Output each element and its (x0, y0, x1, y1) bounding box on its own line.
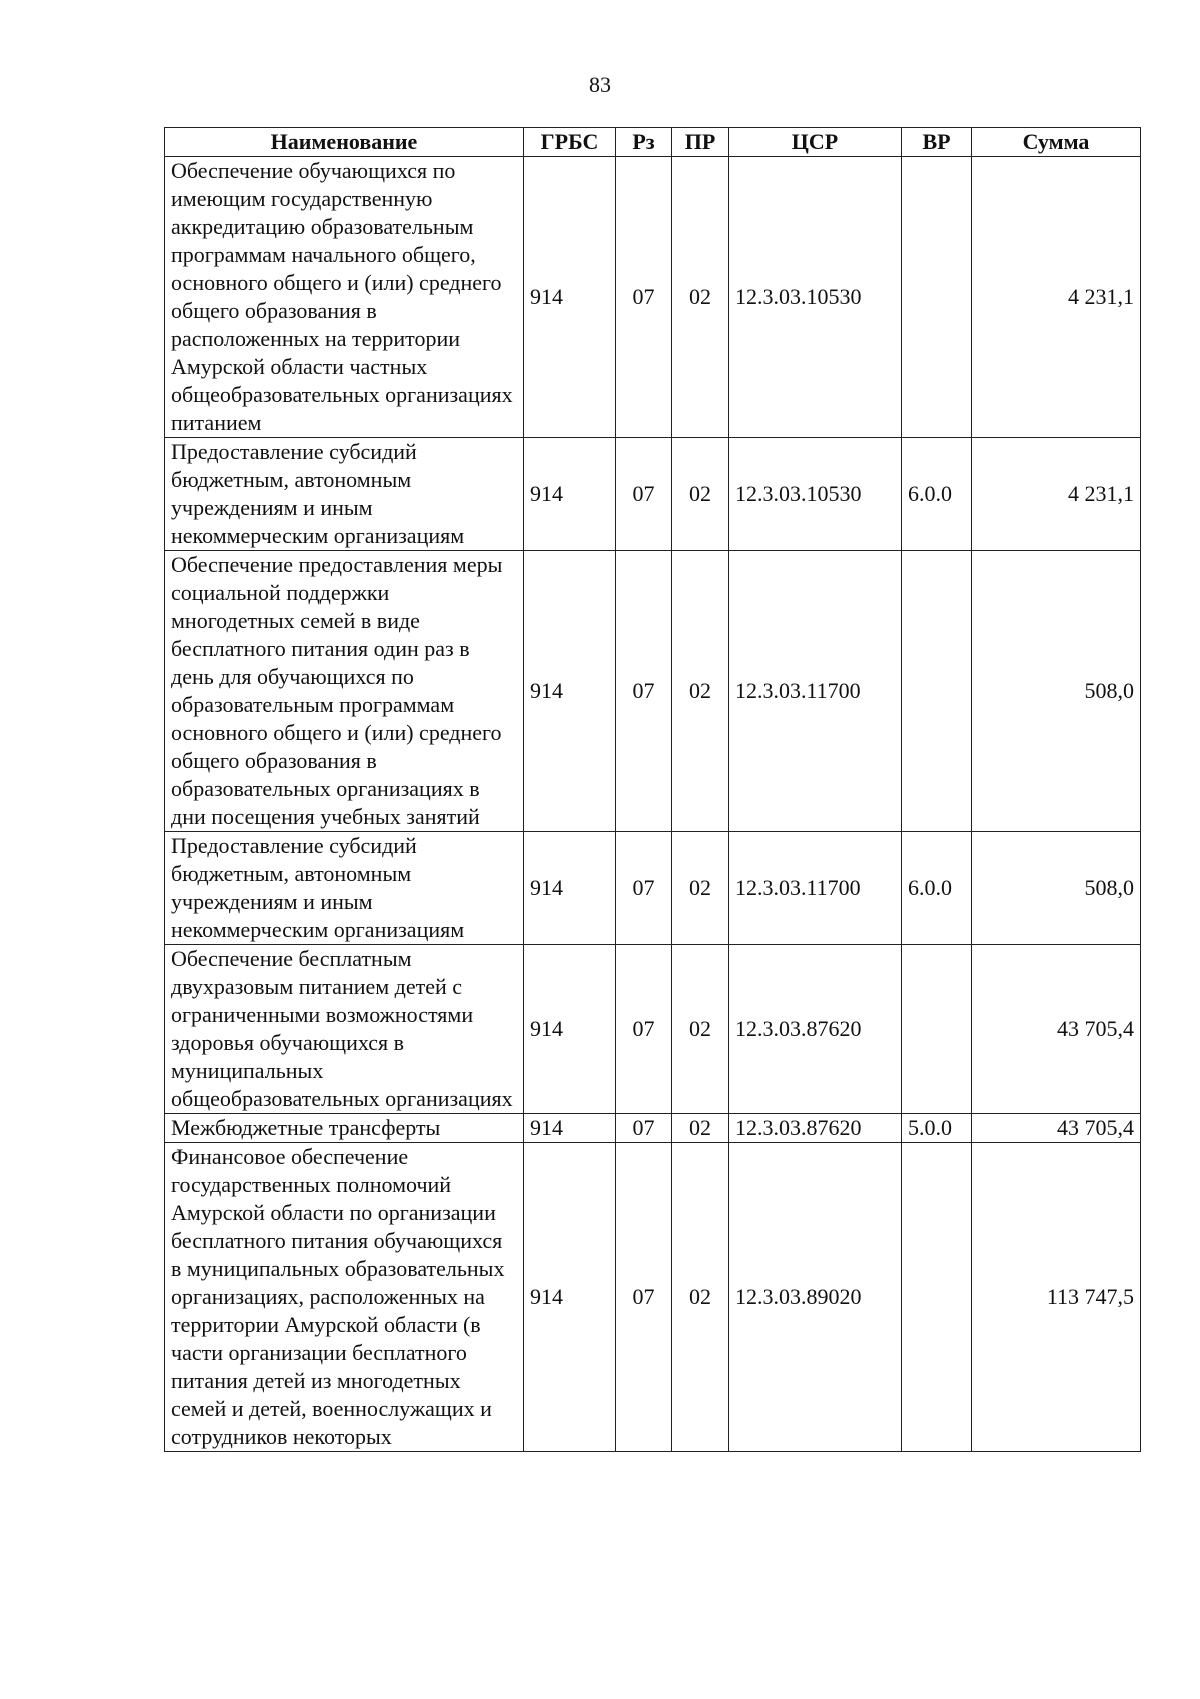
row-pr: 02 (672, 1114, 729, 1143)
row-csr: 12.3.03.10530 (729, 157, 902, 438)
table-row (165, 438, 1141, 551)
row-pr: 02 (672, 157, 729, 438)
row-vr: 5.0.0 (902, 1114, 972, 1143)
row-csr: 12.3.03.87620 (729, 1114, 902, 1143)
column-header-pr: ПР (672, 128, 729, 157)
row-rz: 07 (616, 1114, 672, 1143)
row-sum: 43 705,4 (972, 1114, 1141, 1143)
row-rz: 07 (616, 438, 672, 551)
row-pr: 02 (672, 551, 729, 832)
row-grbs: 914 (524, 438, 616, 551)
row-sum: 4 231,1 (972, 157, 1141, 438)
row-vr (902, 1143, 972, 1452)
table-row (165, 1143, 1141, 1452)
row-grbs: 914 (524, 157, 616, 438)
column-header-sum: Сумма (972, 128, 1141, 157)
table-row (165, 832, 1141, 945)
row-vr: 6.0.0 (902, 438, 972, 551)
row-vr (902, 945, 972, 1114)
column-header-csr: ЦСР (729, 128, 902, 157)
row-vr (902, 157, 972, 438)
table-row (165, 1114, 1141, 1143)
row-pr: 02 (672, 832, 729, 945)
row-grbs: 914 (524, 945, 616, 1114)
table-row (165, 945, 1141, 1114)
row-name: Обеспечение предоставления меры социальной поддержки многодетных семей в виде бесплатного питания один раз в день для обучающихся по образовательным программам основного общего и (или) среднего общего образования в образовательных организациях в дни посещения учебных занятий (165, 551, 524, 832)
row-rz: 07 (616, 1143, 672, 1452)
table-row (165, 551, 1141, 832)
row-csr: 12.3.03.87620 (729, 945, 902, 1114)
row-rz: 07 (616, 157, 672, 438)
row-name: Финансовое обеспечение государственных полномочий Амурской области по организации бесплатного питания обучающихся в муниципальных образовательных организациях, расположенных на территории Амурской области (в части организации бесплатного питания детей из многодетных семей и детей, военнослужащих и сотрудников некоторых (165, 1143, 524, 1452)
row-csr: 12.3.03.89020 (729, 1143, 902, 1452)
row-name: Межбюджетные трансферты (165, 1114, 524, 1143)
budget-table (164, 127, 1141, 1452)
page-number: 83 (589, 72, 611, 97)
row-sum: 508,0 (972, 551, 1141, 832)
row-name: Обеспечение бесплатным двухразовым питанием детей с ограниченными возможностями здоровья обучающихся в муниципальных общеобразовательных организациях (165, 945, 524, 1114)
row-csr: 12.3.03.11700 (729, 551, 902, 832)
row-sum: 113 747,5 (972, 1143, 1141, 1452)
row-pr: 02 (672, 438, 729, 551)
column-header-name: Наименование (165, 128, 524, 157)
row-pr: 02 (672, 945, 729, 1114)
row-grbs: 914 (524, 1143, 616, 1452)
row-rz: 07 (616, 945, 672, 1114)
row-grbs: 914 (524, 832, 616, 945)
row-sum: 43 705,4 (972, 945, 1141, 1114)
table-header-row (165, 128, 1141, 157)
row-rz: 07 (616, 551, 672, 832)
row-sum: 4 231,1 (972, 438, 1141, 551)
row-grbs: 914 (524, 1114, 616, 1143)
row-name: Обеспечение обучающихся по имеющим государственную аккредитацию образовательным программам начального общего, основного общего и (или) среднего общего образования в расположенных на территории Амурской области частных общеобразовательных организациях питанием (165, 157, 524, 438)
column-header-vr: ВР (902, 128, 972, 157)
row-name: Предоставление субсидий бюджетным, автономным учреждениям и иным некоммерческим организациям (165, 438, 524, 551)
column-header-rz: Рз (616, 128, 672, 157)
row-rz: 07 (616, 832, 672, 945)
column-header-grbs: ГРБС (524, 128, 616, 157)
row-csr: 12.3.03.11700 (729, 832, 902, 945)
row-pr: 02 (672, 1143, 729, 1452)
row-vr: 6.0.0 (902, 832, 972, 945)
row-csr: 12.3.03.10530 (729, 438, 902, 551)
row-sum: 508,0 (972, 832, 1141, 945)
row-vr (902, 551, 972, 832)
row-grbs: 914 (524, 551, 616, 832)
row-name: Предоставление субсидий бюджетным, автономным учреждениям и иным некоммерческим организациям (165, 832, 524, 945)
table-row (165, 157, 1141, 438)
